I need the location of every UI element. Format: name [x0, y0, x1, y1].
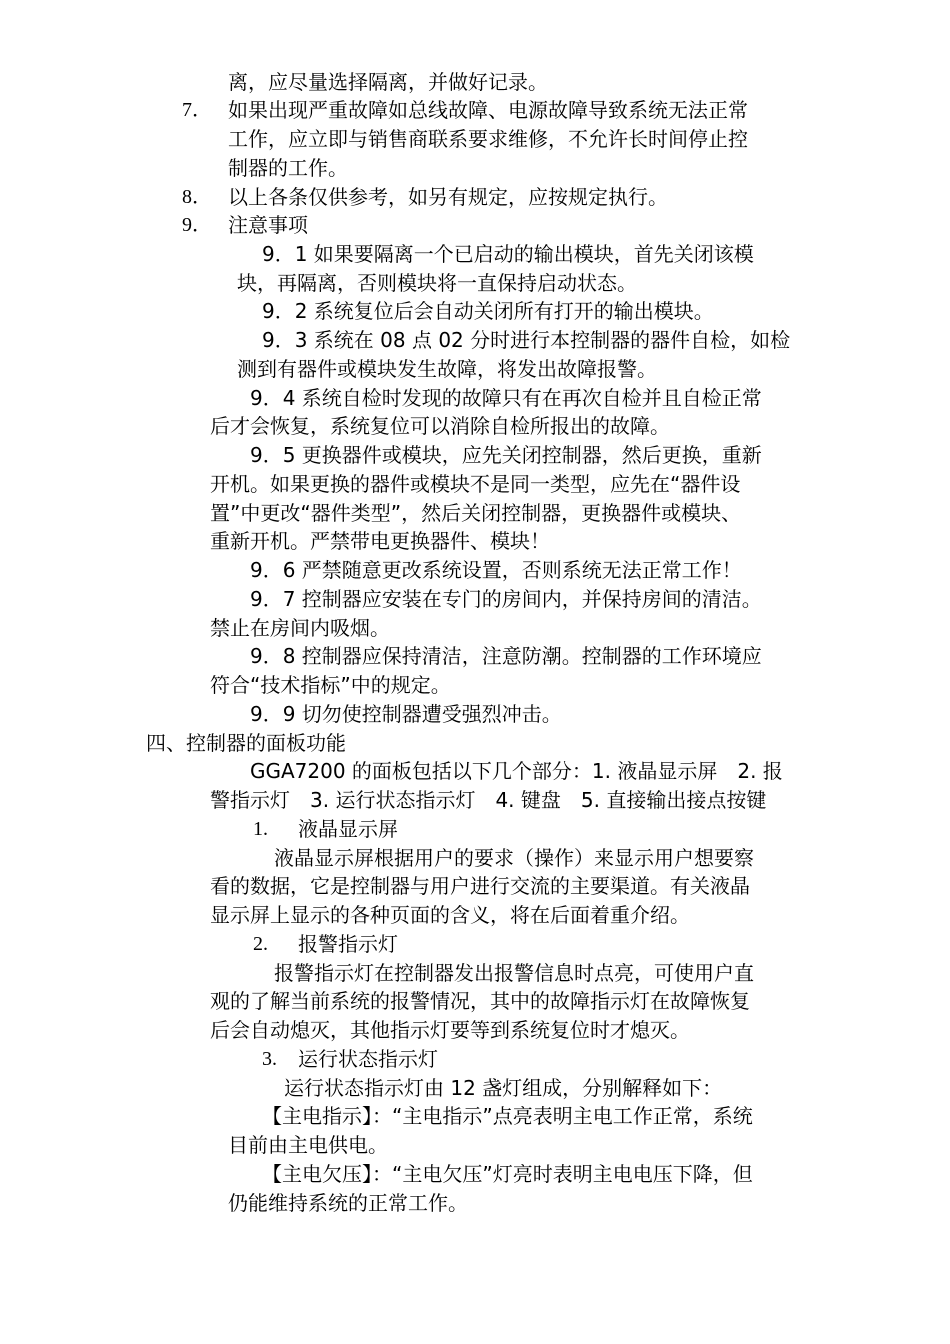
text-line: 仍能维持系统的正常工作。	[228, 1191, 468, 1215]
text-line: 9．3 系统在 08 点 02 分时进行本控制器的器件自检，如检	[262, 328, 791, 352]
text-line: 9．1 如果要隔离一个已启动的输出模块，首先关闭该模	[262, 242, 754, 266]
text-line: 制器的工作。	[228, 156, 348, 180]
list-number: 8．	[182, 186, 212, 208]
subheading: 液晶显示屏	[298, 817, 398, 841]
list-number: 7．	[182, 99, 212, 121]
list-number: 3.	[262, 1048, 277, 1070]
text-line: 看的数据，它是控制器与用户进行交流的主要渠道。有关液晶	[210, 874, 750, 898]
text-line: 液晶显示屏根据用户的要求（操作）来显示用户想要察	[274, 846, 754, 870]
text-line: 9．5 更换器件或模块，应先关闭控制器，然后更换，重新	[250, 443, 762, 467]
text-line: 运行状态指示灯由 12 盏灯组成，分别解释如下：	[284, 1076, 723, 1100]
subheading: 报警指示灯	[298, 932, 398, 956]
text-line: 9．9 切勿使控制器遭受强烈冲击。	[250, 702, 562, 726]
text-line: 【主电欠压】：“主电欠压”灯亮时表明主电电压下降，但	[262, 1162, 753, 1186]
section-heading: 四、控制器的面板功能	[146, 731, 346, 755]
text-line: 注意事项	[228, 213, 308, 237]
text-line: 9．7 控制器应安装在专门的房间内，并保持房间的清洁。	[250, 587, 762, 611]
text-line: 工作，应立即与销售商联系要求维修，不允许长时间停止控	[228, 127, 748, 151]
list-number: 1.	[253, 818, 268, 840]
text-line: 如果出现严重故障如总线故障、电源故障导致系统无法正常	[228, 98, 748, 122]
text-line: 后会自动熄灭，其他指示灯要等到系统复位时才熄灭。	[210, 1018, 690, 1042]
text-line: 9．8 控制器应保持清洁，注意防潮。控制器的工作环境应	[250, 644, 762, 668]
list-number: 2.	[253, 933, 268, 955]
list-number: 9．	[182, 214, 212, 236]
text-line: 目前由主电供电。	[228, 1133, 388, 1157]
text-line: 置”中更改“器件类型”，然后关闭控制器，更换器件或模块、	[210, 501, 742, 525]
text-line: 警指示灯 3. 运行状态指示灯 4. 键盘 5. 直接输出接点按键	[210, 788, 767, 812]
text-line: 重新开机。严禁带电更换器件、模块！	[210, 529, 550, 553]
text-line: 离，应尽量选择隔离，并做好记录。	[228, 70, 548, 94]
text-line: 报警指示灯在控制器发出报警信息时点亮，可使用户直	[274, 961, 754, 985]
text-line: 显示屏上显示的各种页面的含义，将在后面着重介绍。	[210, 903, 690, 927]
text-line: 块，再隔离，否则模块将一直保持启动状态。	[237, 271, 637, 295]
text-line: 后才会恢复，系统复位可以消除自检所报出的故障。	[210, 414, 670, 438]
text-line: 禁止在房间内吸烟。	[210, 616, 390, 640]
text-line: 【主电指示】：“主电指示”点亮表明主电工作正常，系统	[262, 1104, 753, 1128]
text-line: 9．4 系统自检时发现的故障只有在再次自检并且自检正常	[250, 386, 762, 410]
text-line: 观的了解当前系统的报警情况，其中的故障指示灯在故障恢复	[210, 989, 750, 1013]
text-line: 以上各条仅供参考，如另有规定，应按规定执行。	[228, 185, 668, 209]
text-line: 测到有器件或模块发生故障，将发出故障报警。	[237, 357, 657, 381]
subheading: 运行状态指示灯	[298, 1047, 438, 1071]
text-line: 开机。如果更换的器件或模块不是同一类型，应先在“器件设	[210, 472, 741, 496]
text-line: 符合“技术指标”中的规定。	[210, 673, 451, 697]
text-line: 9．6 严禁随意更改系统设置，否则系统无法正常工作！	[250, 558, 742, 582]
text-line: 9．2 系统复位后会自动关闭所有打开的输出模块。	[262, 299, 714, 323]
text-line: GGA7200 的面板包括以下几个部分：1. 液晶显示屏 2. 报	[250, 759, 783, 783]
